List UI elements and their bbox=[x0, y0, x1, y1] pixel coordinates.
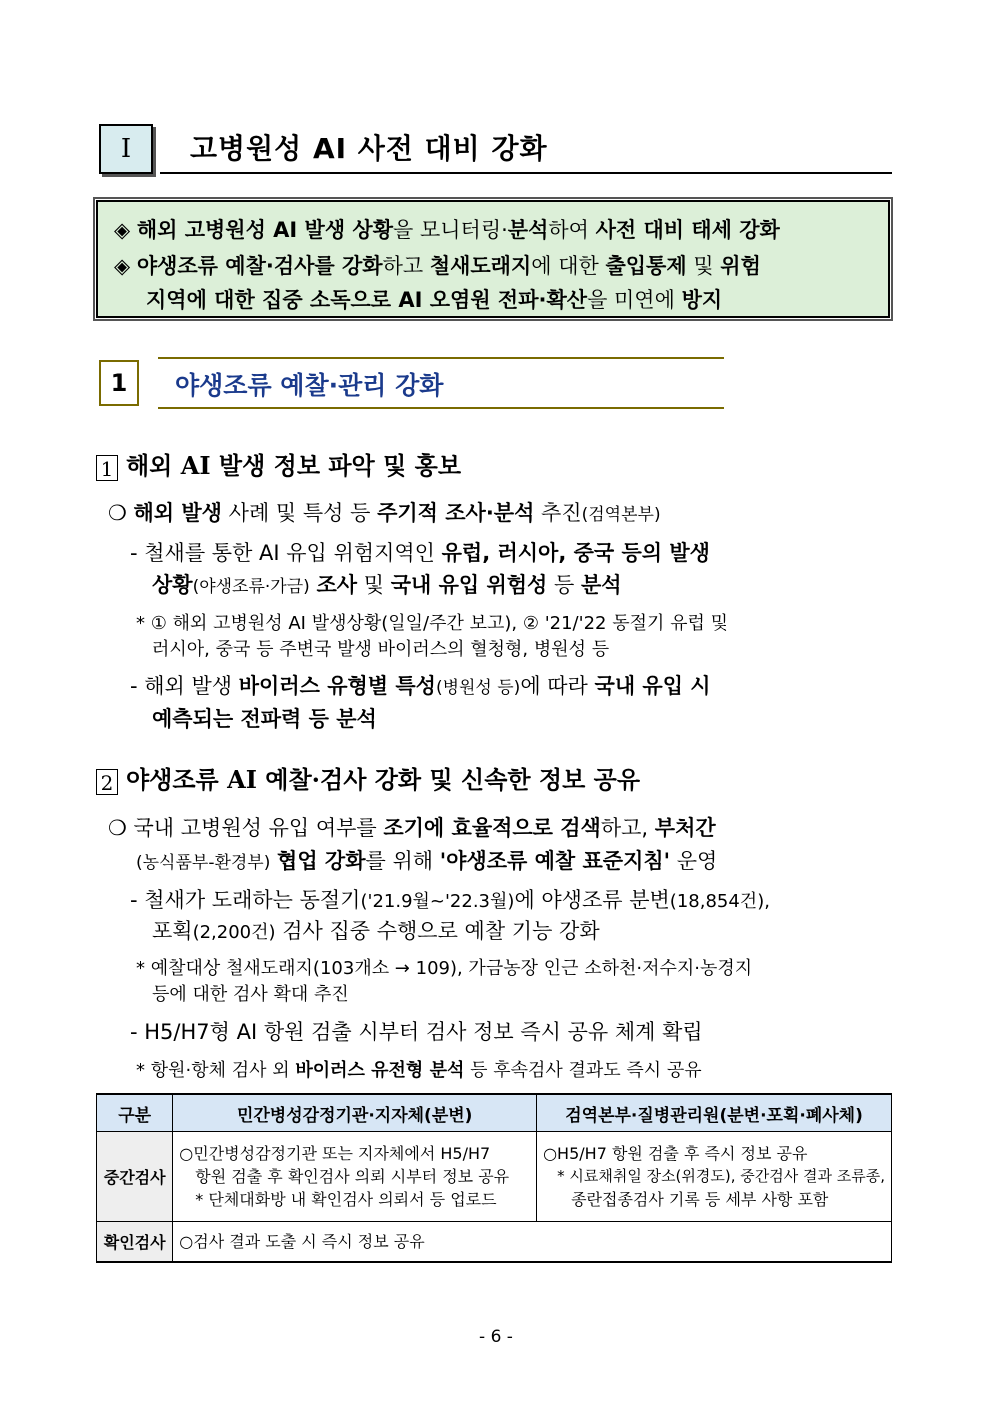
sub1-note1-line1: * ① 해외 고병원성 AI 발생상황(일일/주간 보고), ② '21/'22 동절기 유럽 및 bbox=[136, 613, 728, 634]
row-label: 중간검사 bbox=[97, 1132, 173, 1222]
sub2-dash1-line1: - 철새가 도래하는 동절기('21.9월~'22.3월)에 야생조류 분변(18,854건), bbox=[130, 888, 770, 912]
cell-line: ○민간병성감정기관 또는 지자체에서 H5/H7 bbox=[179, 1144, 491, 1163]
cell-line: * 단체대화방 내 확인검사 의뢰서 등 업로드 bbox=[195, 1190, 497, 1209]
cell-line: ○H5/H7 항원 검출 후 즉시 정보 공유 bbox=[543, 1144, 808, 1163]
info-sharing-table bbox=[96, 1093, 892, 1263]
table-row bbox=[97, 1222, 892, 1262]
summary-line-1: ◈ 해외 고병원성 AI 발생 상황을 모니터링·분석하여 사전 대비 태세 강화 bbox=[114, 218, 780, 242]
chapter-number: I bbox=[120, 134, 132, 164]
chapter-underline bbox=[160, 172, 892, 174]
section-number-box bbox=[99, 360, 139, 406]
subsection-2-number: 2 bbox=[96, 769, 118, 795]
sub1-dash2-line2: 예측되는 전파력 등 분석 bbox=[152, 707, 377, 731]
chapter-number-box bbox=[99, 124, 153, 174]
subsection-2-title: 야생조류 AI 예찰·검사 강화 및 신속한 정보 공유 bbox=[126, 765, 641, 794]
sub2-note1-line2: 등에 대한 검사 확대 추진 bbox=[152, 984, 349, 1005]
table-header-row bbox=[97, 1094, 892, 1132]
table-cell bbox=[173, 1222, 892, 1262]
subsection-1-heading bbox=[96, 446, 461, 481]
subsection-1-title: 해외 AI 발생 정보 파악 및 홍보 bbox=[126, 451, 462, 480]
chapter-title: 고병원성 AI 사전 대비 강화 bbox=[190, 132, 548, 165]
subsection-2-heading bbox=[96, 760, 640, 795]
table-cell bbox=[537, 1132, 892, 1222]
table-cell bbox=[173, 1132, 537, 1222]
table-header-cell: 민간병성감정기관·지자체(분변) bbox=[173, 1094, 537, 1132]
cell-line: * 시료채취일 장소(위경도), 중간검사 결과 조류종, bbox=[557, 1167, 885, 1185]
section-title: 야생조류 예찰·관리 강화 bbox=[175, 371, 444, 400]
section-number: 1 bbox=[110, 369, 128, 397]
sub2-note1-line1: * 예찰대상 철새도래지(103개소 → 109), 가금농장 인근 소하천·저수지·농경지 bbox=[136, 958, 753, 979]
table-header-cell: 구분 bbox=[97, 1094, 173, 1132]
summary-line-2: ◈ 야생조류 예찰·검사를 강화하고 철새도래지에 대한 출입통제 및 위험 bbox=[114, 254, 761, 278]
cell-line: 종란접종검사 기록 등 세부 사항 포함 bbox=[571, 1190, 829, 1209]
section-line-bottom bbox=[158, 407, 724, 409]
sub2-note2: * 항원·항체 검사 외 바이러스 유전형 분석 등 후속검사 결과도 즉시 공유 bbox=[136, 1060, 702, 1081]
sub1-dash1-line2: 상황(야생조류·가금) 조사 및 국내 유입 위험성 등 분석 bbox=[152, 573, 622, 597]
table-header-cell: 검역본부·질병관리원(분변·포획·폐사체) bbox=[537, 1094, 892, 1132]
cell-line: ○검사 결과 도출 시 즉시 정보 공유 bbox=[179, 1231, 425, 1251]
table-row bbox=[97, 1132, 892, 1222]
summary-line-3: 지역에 대한 집중 소독으로 AI 오염원 전파·확산을 미연에 방지 bbox=[146, 288, 723, 312]
sub2-dash2: - H5/H7형 AI 항원 검출 시부터 검사 정보 즉시 공유 체계 확립 bbox=[130, 1020, 703, 1044]
sub1-bullet: ❍ 해외 발생 사례 및 특성 등 주기적 조사·분석 추진(검역본부) bbox=[108, 501, 661, 525]
subsection-1-number: 1 bbox=[96, 455, 118, 481]
sub2-bullet-line1: ❍ 국내 고병원성 유입 여부를 조기에 효율적으로 검색하고, 부처간 bbox=[108, 816, 716, 840]
sub1-dash2-line1: - 해외 발생 바이러스 유형별 특성(병원성 등)에 따라 국내 유입 시 bbox=[130, 674, 711, 698]
section-line-top bbox=[158, 357, 724, 359]
sub1-dash1-line1: - 철새를 통한 AI 유입 위험지역인 유럽, 러시아, 중국 등의 발생 bbox=[130, 541, 710, 565]
page-number: - 6 - bbox=[479, 1327, 513, 1347]
cell-line: 항원 검출 후 확인검사 의뢰 시부터 정보 공유 bbox=[195, 1167, 510, 1186]
sub1-note1-line2: 러시아, 중국 등 주변국 발생 바이러스의 혈청형, 병원성 등 bbox=[152, 639, 610, 660]
row-label: 확인검사 bbox=[97, 1222, 173, 1262]
summary-box bbox=[96, 200, 890, 318]
sub2-bullet-line2: (농식품부-환경부) 협업 강화를 위해 '야생조류 예찰 표준지침' 운영 bbox=[136, 849, 718, 873]
sub2-dash1-line2: 포획(2,200건) 검사 집중 수행으로 예찰 기능 강화 bbox=[152, 919, 600, 943]
